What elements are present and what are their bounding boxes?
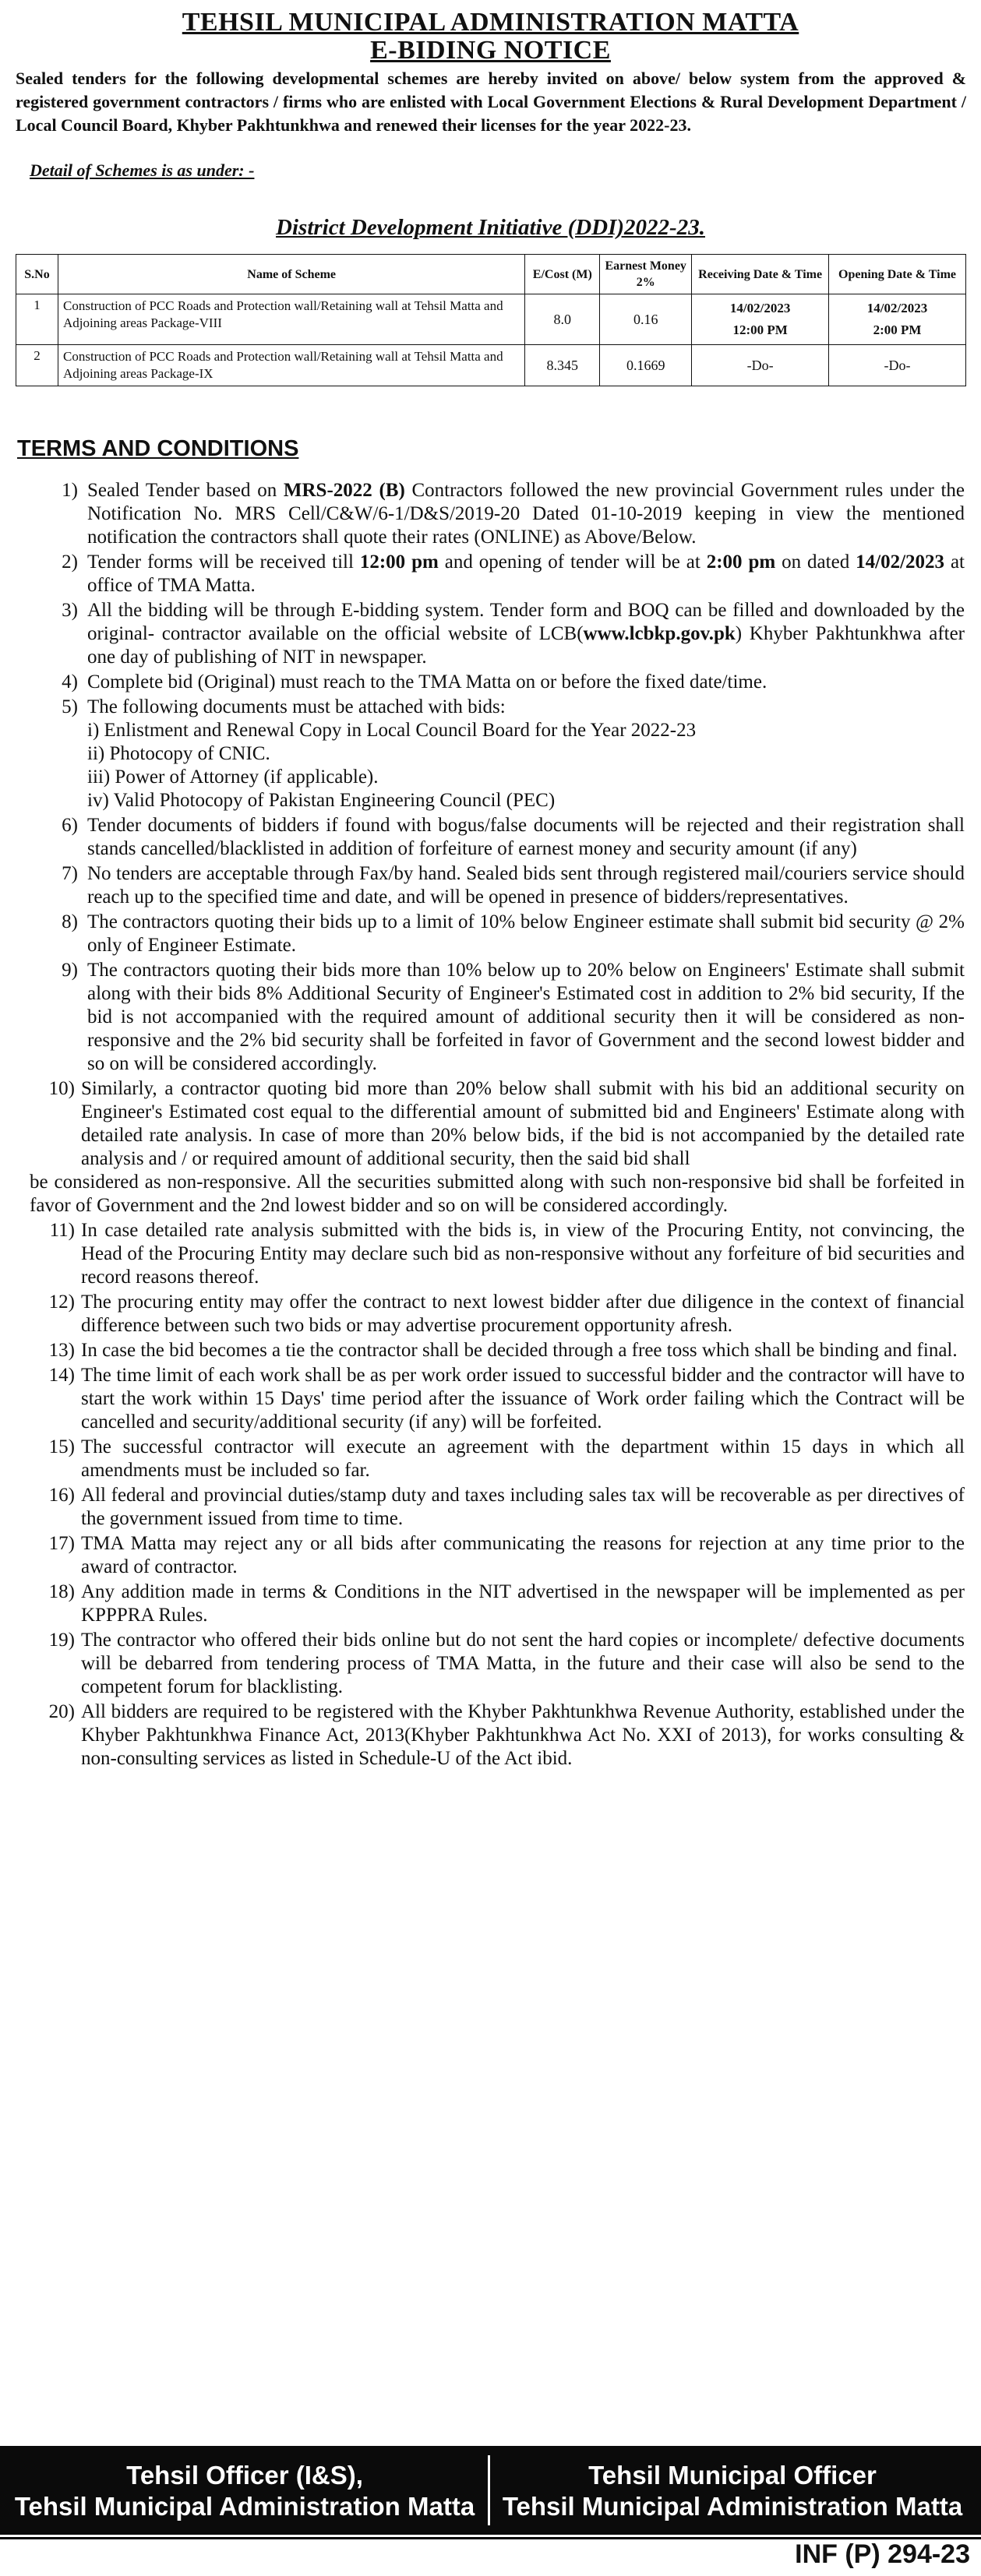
term-number: 6) xyxy=(62,815,78,836)
col-earnest: Earnest Money 2% xyxy=(600,255,692,294)
cell-earnest: 0.16 xyxy=(600,294,692,345)
term-number: 9) xyxy=(62,960,78,981)
term-text: Any addition made in terms & Conditions in the NIT advertised in the newspaper will be implemented as per KPPPRA Rules. xyxy=(81,1581,965,1626)
term-number: 10) xyxy=(48,1078,75,1099)
term-item xyxy=(16,671,965,694)
reference-number: INF (P) 294-23 xyxy=(795,2539,970,2569)
term-emphasis: 2:00 pm xyxy=(706,551,776,573)
term-number: 3) xyxy=(62,600,78,621)
term-item xyxy=(16,479,965,549)
receiving-date: 14/02/2023 xyxy=(729,301,791,315)
cell-receiving: -Do- xyxy=(692,345,829,386)
terms-list xyxy=(16,479,965,1772)
term-number: 16) xyxy=(48,1485,75,1506)
term-item xyxy=(16,551,965,597)
signatory-left-office: Tehsil Municipal Administration Matta xyxy=(14,2492,475,2521)
term-text: In case detailed rate analysis submitted with the bids is, in view of the Procuring Entity, not convincing, the Head of the Procuring Entity may declare such bid as non-responsive without any forfeiture of bid securities and record reasons thereof. xyxy=(81,1220,965,1288)
term-text: The following documents must be attached with bids: xyxy=(87,696,506,717)
term-number: 11) xyxy=(49,1220,75,1241)
term-text: In case the bid becomes a tie the contractor shall be decided through a free toss which shall be binding and final. xyxy=(81,1340,958,1361)
terms-heading: TERMS AND CONDITIONS xyxy=(17,436,299,461)
document-item: iii) Power of Attorney (if applicable). xyxy=(87,766,379,788)
term-text: Tender documents of bidders if found with bogus/false documents will be rejected and their registration shall stands cancelled/blacklisted in addition of forfeiture of earnest money and security amount (if any) xyxy=(87,815,965,859)
term-item xyxy=(16,1436,965,1482)
term-item xyxy=(16,1219,965,1289)
term-item xyxy=(16,1484,965,1531)
program-title: District Development Initiative (DDI)2022-23. xyxy=(276,215,705,240)
term-number: 15) xyxy=(48,1436,75,1457)
term-number: 8) xyxy=(62,911,78,932)
schemes-table xyxy=(16,254,966,386)
term-emphasis: MRS-2022 (B) xyxy=(283,480,405,501)
term-number: 4) xyxy=(62,671,78,692)
signatory-left-title: Tehsil Officer (I&S), xyxy=(126,2461,363,2490)
cell-earnest: 0.1669 xyxy=(600,345,692,386)
col-sno: S.No xyxy=(16,255,58,294)
term-text: Complete bid (Original) must reach to the TMA Matta on or before the fixed date/time. xyxy=(87,671,768,692)
term-text: All the bidding will be through E-bidding system. Tender form and BOQ can be filled and downloaded by the original- contractor available on the official website of LCB( xyxy=(87,600,965,644)
term-text: The time limit of each work shall be as per work order issued to successful bidder and the contractor will have to start the work within 15 Days' time period after the issuance of Work order failing which the Contract will be cancelled and security/additional security (if any) will be forfeited. xyxy=(81,1365,965,1432)
receiving-time: 12:00 PM xyxy=(732,322,788,337)
term-item xyxy=(16,1532,965,1579)
term-number: 18) xyxy=(48,1581,75,1602)
term-text: All federal and provincial duties/stamp duty and taxes including sales tax will be recoverable as per directives of the government issued from time to time. xyxy=(81,1485,965,1529)
website-link[interactable]: www.lcbkp.gov.pk xyxy=(583,623,736,644)
col-opening: Opening Date & Time xyxy=(829,255,966,294)
table-row xyxy=(16,294,966,345)
term-item xyxy=(16,1291,965,1337)
term-number: 1) xyxy=(62,480,78,501)
cell-opening: -Do- xyxy=(829,345,966,386)
cell-sno: 1 xyxy=(16,294,58,345)
document-item: iv) Valid Photocopy of Pakistan Engineering Council (PEC) xyxy=(87,790,556,811)
term-item xyxy=(16,1700,965,1771)
term-emphasis: 14/02/2023 xyxy=(856,551,945,573)
opening-date: 14/02/2023 xyxy=(866,301,928,315)
term-text: at office of TMA Matta. xyxy=(87,551,965,596)
term-text: The procuring entity may offer the contract to next lowest bidder after due diligence in the context of financial difference between such two bids or may advertise procurement opportunity afresh. xyxy=(81,1292,965,1336)
term-item xyxy=(16,911,965,957)
term-text: Similarly, a contractor quoting bid more than 20% below shall submit with his bid an additional security on Engineer's Estimated cost equal to the differential amount of submitted bid and Engineers' Estimate along with detailed rate analysis. In case of more than 20% below bids, if the bid is not accompanied by the detailed rate analysis and / or required amount of additional security, then the said bid shall xyxy=(81,1078,965,1169)
table-header-row xyxy=(16,255,966,294)
term-number: 17) xyxy=(48,1533,75,1554)
term-item xyxy=(16,599,965,669)
detail-label: Detail of Schemes is as under: - xyxy=(30,160,255,180)
term-item xyxy=(16,696,965,812)
col-cost: E/Cost (M) xyxy=(525,255,600,294)
signatory-right xyxy=(499,2460,966,2522)
notice-subtitle: E-BIDING NOTICE xyxy=(370,36,611,65)
term-number: 2) xyxy=(62,551,78,573)
term-number: 13) xyxy=(48,1340,75,1361)
term-text: The contractors quoting their bids more than 10% below up to 20% below on Engineers' Estimate shall submit along with their bids 8% Additional Security of Engineer's Estimated cost in addition to 2% bid security, If the bid is not accompanied with the required amount of additional security then it will be considered as non-responsive and the 2% bid security shall be forfeited in favor of Government and the second lowest bidder and so on will be considered accordingly. xyxy=(87,960,965,1074)
document-item: ii) Photocopy of CNIC. xyxy=(87,743,270,764)
cell-cost: 8.0 xyxy=(525,294,600,345)
col-name: Name of Scheme xyxy=(58,255,524,294)
term-text: on dated xyxy=(775,551,856,573)
term-text: Contractors followed the new provincial Government rules under the Notification No. MRS Cell/C&W/6-1/D&S/2019-20 Dated 01-10-2019 keeping in view the mentioned notification the contractors shall quote their rates (ONLINE) as Above/Below. xyxy=(87,480,965,548)
term-number: 19) xyxy=(48,1630,75,1651)
intro-paragraph: Sealed tenders for the following developmental schemes are hereby invited on above/ below system from the approved & registered government contractors / firms who are enlisted with Local Government Elections & Rural Development Department / Local Council Board, Khyber Pakhtunkhwa and renewed their licenses for the year 2022-23. xyxy=(16,69,966,135)
term-text: No tenders are acceptable through Fax/by hand. Sealed bids sent through registered mail/couriers service should reach up to the specified time and date, and will be opened in presence of bidders/representatives. xyxy=(87,863,965,907)
term-text: The successful contractor will execute an agreement with the department within 15 days in which all amendments must be included so far. xyxy=(81,1436,965,1481)
table-row xyxy=(16,345,966,386)
term-item xyxy=(16,1077,965,1218)
cell-name: Construction of PCC Roads and Protection wall/Retaining wall at Tehsil Matta and Adjoining areas Package-VIII xyxy=(58,294,524,345)
term-item xyxy=(16,862,965,909)
term-text: The contractor who offered their bids online but do not sent the hard copies or incomplete/ defective documents will be debarred from tendering process of TMA Matta, in the future and their case will also be send to the competent forum for blacklisting. xyxy=(81,1630,965,1697)
cell-cost: 8.345 xyxy=(525,345,600,386)
term-text: ) Khyber Pakhtunkhwa after one day of publishing of NIT in newspaper. xyxy=(87,623,965,668)
cell-sno: 2 xyxy=(16,345,58,386)
term-text: Tender forms will be received till xyxy=(87,551,360,573)
signatory-right-title: Tehsil Municipal Officer xyxy=(588,2461,877,2490)
cell-name: Construction of PCC Roads and Protection wall/Retaining wall at Tehsil Matta and Adjoining areas Package-IX xyxy=(58,345,524,386)
cell-receiving xyxy=(692,294,829,345)
term-item xyxy=(16,1339,965,1362)
signatory-right-office: Tehsil Municipal Administration Matta xyxy=(502,2492,963,2521)
col-receiving: Receiving Date & Time xyxy=(692,255,829,294)
opening-time: 2:00 PM xyxy=(873,322,922,337)
term-item xyxy=(16,1629,965,1699)
term-text: Sealed Tender based on xyxy=(87,480,284,501)
term-item xyxy=(16,959,965,1076)
page-title: TEHSIL MUNICIPAL ADMINISTRATION MATTA xyxy=(182,8,799,37)
term-number: 12) xyxy=(48,1292,75,1313)
term-text: TMA Matta may reject any or all bids after communicating the reasons for rejection at any time prior to the award of contractor. xyxy=(81,1533,965,1577)
document-item: i) Enlistment and Renewal Copy in Local Council Board for the Year 2022-23 xyxy=(87,720,697,741)
term-item xyxy=(16,1364,965,1434)
term-emphasis: 12:00 pm xyxy=(359,551,439,573)
term-number: 7) xyxy=(62,863,78,884)
term-item xyxy=(16,1580,965,1627)
term-number: 14) xyxy=(48,1365,75,1386)
term-number: 20) xyxy=(48,1701,75,1722)
footer-divider xyxy=(488,2455,490,2525)
term-item xyxy=(16,814,965,861)
term-number: 5) xyxy=(62,696,78,717)
term-text: and opening of tender will be at xyxy=(438,551,707,573)
term-text: The contractors quoting their bids up to a limit of 10% below Engineer estimate shall submit bid security @ 2% only of Engineer Estimate. xyxy=(87,911,965,956)
signatory-left xyxy=(11,2460,478,2522)
term-text: be considered as non-responsive. All the securities submitted along with such non-responsive bid shall be forfeited in favor of Government and the 2nd lowest bidder and so on will be considered accordingly. xyxy=(30,1172,965,1216)
cell-opening xyxy=(829,294,966,345)
term-text: All bidders are required to be registered with the Khyber Pakhtunkhwa Revenue Authority, established under the Khyber Pakhtunkhwa Finance Act, 2013(Khyber Pakhtunkhwa Act No. XXI of 2013), for works consulting & non-consulting services as listed in Schedule-U of the Act ibid. xyxy=(81,1701,965,1769)
signature-footer xyxy=(0,2446,981,2535)
